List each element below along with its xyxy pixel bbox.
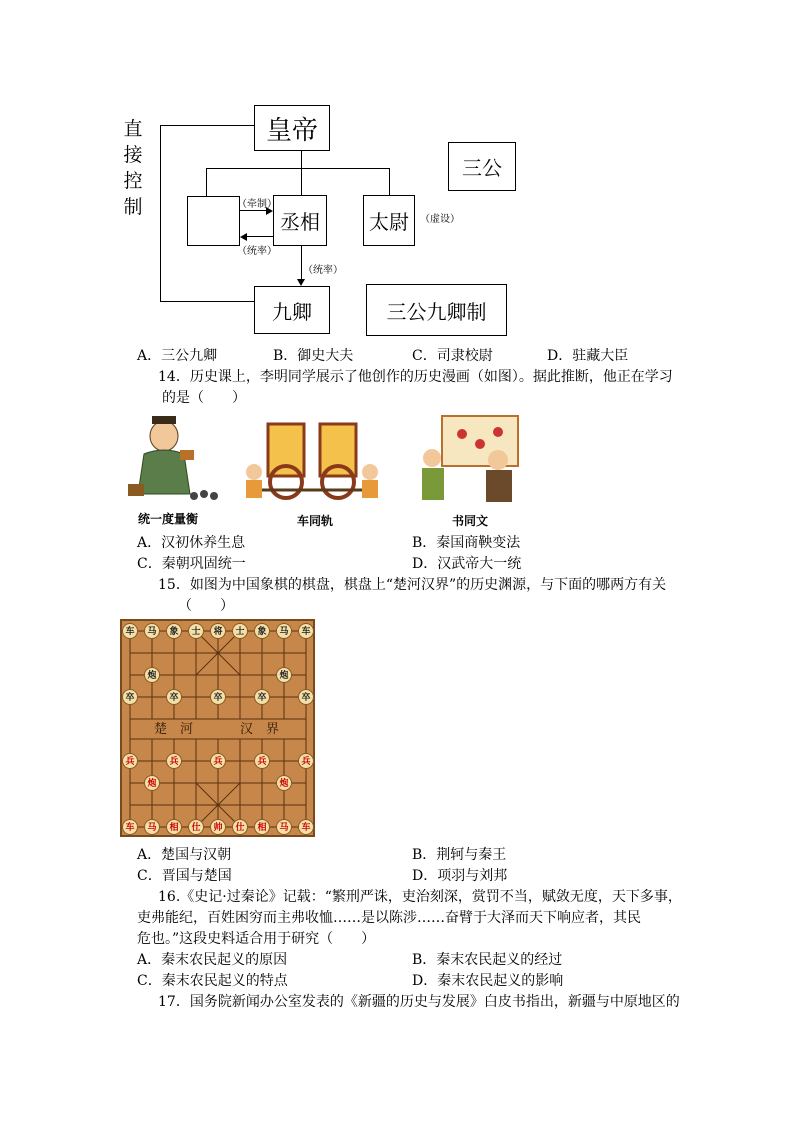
side-label: 直接控制	[123, 118, 143, 218]
chess-piece: 象	[166, 623, 182, 639]
connector-line	[301, 151, 302, 169]
q15-stem-line-2: （ ）	[178, 598, 234, 614]
chess-piece: 兵	[254, 753, 270, 769]
q16-stem-line-3: 危也。”这段史料适合用于研究（ ）	[137, 931, 376, 947]
q14-option-c: C．秦朝巩固统一	[137, 556, 246, 572]
q13-option-c: C．司隶校尉	[412, 348, 493, 364]
q16-option-b: B．秦末农民起义的经过	[412, 952, 563, 968]
chess-piece: 卒	[166, 689, 182, 705]
connector-line	[301, 168, 302, 195]
river-left-label: 楚 河	[154, 722, 194, 737]
chess-piece: 兵	[122, 753, 138, 769]
chess-piece: 兵	[210, 753, 226, 769]
river-right-label: 汉 界	[240, 722, 280, 737]
q13-option-b: B．御史大夫	[273, 348, 354, 364]
q14-option-d: D．汉武帝大一统	[412, 556, 522, 572]
comic-caption-2: 车同轨	[297, 514, 334, 528]
xushe-label: （虚设）	[420, 214, 460, 225]
chess-piece: 马	[144, 623, 160, 639]
arrow-left-icon	[240, 233, 247, 241]
q14-option-a: A．汉初休养生息	[137, 535, 246, 551]
q16-option-c: C．秦末农民起义的特点	[137, 973, 288, 989]
chess-piece: 车	[298, 623, 314, 639]
q15-option-d: D．项羽与刘邦	[412, 868, 508, 884]
three-gong-box: 三公	[448, 142, 516, 191]
q16-stem-line-2: 吏弗能纪，百姓困穷而主弗收恤……是以陈涉……奋臂于大泽而天下响应者，其民	[137, 910, 641, 926]
comic-caption-3: 书同文	[452, 514, 489, 528]
jiuqing-box: 九卿	[254, 286, 330, 334]
comic-caption-1: 统一度量衡	[138, 512, 199, 526]
q14-stem-line-2: 的是（ ）	[162, 390, 246, 406]
q15-option-b: B．荆轲与秦王	[412, 847, 507, 863]
chess-piece: 车	[122, 819, 138, 835]
chess-piece: 相	[254, 819, 270, 835]
empty-box	[187, 196, 240, 246]
chess-piece: 马	[276, 623, 292, 639]
chess-piece: 卒	[254, 689, 270, 705]
chancellor-box: 丞相	[273, 195, 327, 246]
connector-line	[160, 301, 254, 302]
qianzhi-label: （牵制）	[237, 199, 277, 210]
chess-piece: 炮	[276, 775, 292, 791]
connector-line	[206, 168, 390, 169]
q16-stem-line-1: 16.《史记·过秦论》记载：“繁刑严诛，吏治刻深，赏罚不当，赋敛无度，天下多事，	[158, 889, 682, 905]
connector-line	[247, 236, 273, 237]
chess-piece: 车	[298, 819, 314, 835]
chess-piece: 兵	[166, 753, 182, 769]
chess-piece: 炮	[276, 667, 292, 683]
chess-piece: 兵	[298, 753, 314, 769]
connector-line	[206, 168, 207, 196]
q14-option-b: B．秦国商鞅变法	[412, 535, 521, 551]
q15-option-a: A．楚国与汉朝	[137, 847, 232, 863]
emperor-box: 皇帝	[254, 105, 330, 151]
chess-piece: 马	[276, 819, 292, 835]
chess-piece: 卒	[298, 689, 314, 705]
system-box: 三公九卿制	[366, 284, 507, 336]
chess-piece: 仕	[232, 819, 248, 835]
chess-piece: 相	[166, 819, 182, 835]
chess-piece: 卒	[122, 689, 138, 705]
connector-line	[160, 125, 254, 126]
chess-piece: 象	[254, 623, 270, 639]
chess-piece: 仕	[188, 819, 204, 835]
chess-piece: 车	[122, 623, 138, 639]
chess-piece: 帅	[210, 819, 226, 835]
connector-line	[301, 246, 302, 280]
q17-stem-line-1: 17．国务院新闻办公室发表的《新疆的历史与发展》白皮书指出，新疆与中原地区的	[158, 994, 680, 1010]
chess-piece: 马	[144, 819, 160, 835]
chess-piece: 卒	[210, 689, 226, 705]
official-figure-icon	[124, 410, 220, 506]
chess-piece: 士	[232, 623, 248, 639]
q16-option-d: D．秦末农民起义的影响	[412, 973, 564, 989]
q16-option-a: A．秦末农民起义的原因	[137, 952, 288, 968]
q15-stem-line-1: 15．如图为中国象棋的棋盘，棋盘上“楚河汉界”的历史渊源，与下面的哪两方有关	[158, 577, 667, 593]
q13-option-a: A．三公九卿	[137, 348, 218, 364]
q15-option-c: C．晋国与楚国	[137, 868, 232, 884]
board-grid	[122, 621, 313, 835]
taiwei-box: 太尉	[363, 195, 415, 246]
chess-piece: 士	[188, 623, 204, 639]
tonglv-down-label: （统率）	[303, 265, 343, 276]
chess-piece: 将	[210, 623, 226, 639]
chess-board	[120, 619, 315, 837]
chess-piece: 炮	[144, 775, 160, 791]
carts-figure-icon	[236, 420, 388, 504]
connector-line	[160, 125, 161, 302]
script-figure-icon	[420, 414, 520, 504]
q13-option-d: D．驻藏大臣	[547, 348, 629, 364]
connector-line	[389, 168, 390, 195]
chess-piece: 炮	[144, 667, 160, 683]
tonglv-left-label: （统率）	[237, 246, 277, 257]
q14-stem-line-1: 14．历史课上，李明同学展示了他创作的历史漫画（如图）。据此推断，他正在学习	[158, 369, 673, 385]
